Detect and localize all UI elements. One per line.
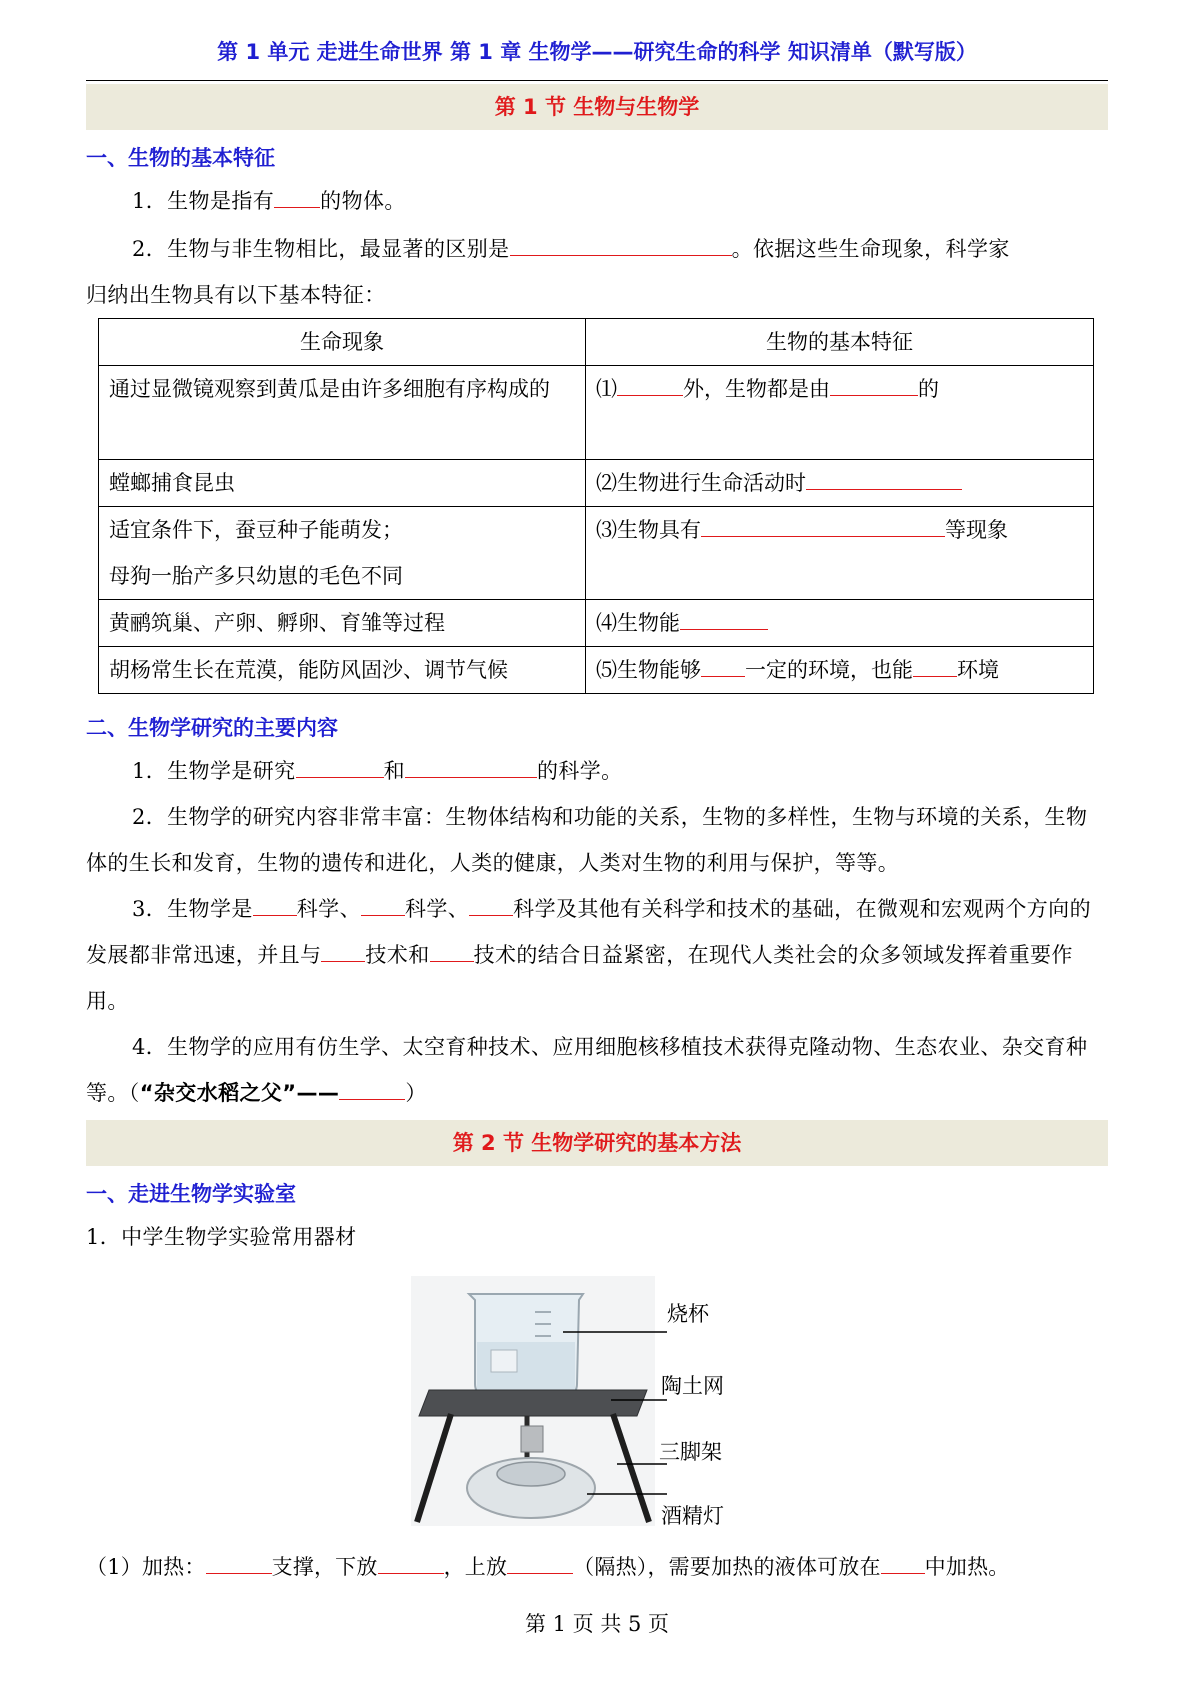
- label-alcohol-lamp: 酒精灯: [661, 1504, 724, 1528]
- heading-lab: 一、走进生物学实验室: [86, 1182, 296, 1206]
- header-divider: [86, 80, 1108, 81]
- fill-blank[interactable]: [507, 1551, 573, 1574]
- fill-blank[interactable]: [510, 233, 732, 256]
- table-cell: ⑸生物能够 一定的环境，也能 环境: [586, 647, 1094, 694]
- section-2-title: 第 2 节 生物学研究的基本方法: [86, 1120, 1108, 1166]
- fill-blank[interactable]: [321, 939, 365, 962]
- apparatus-illustration: [411, 1276, 851, 1526]
- section-1-title: 第 1 节 生物与生物学: [86, 84, 1108, 130]
- fill-blank[interactable]: [469, 893, 513, 916]
- heating-instructions: （1）加热： 支撑，下放 ，上放 （隔热），需要加热的液体可放在 中加热。: [86, 1544, 1108, 1590]
- item-1-paragraph: 1．生物是指有 的物体。: [86, 178, 1108, 224]
- table-header-row: [99, 319, 1094, 366]
- equipment-item-1: 1．中学生物学实验常用器材: [86, 1225, 357, 1249]
- heading-research-content: 二、生物学研究的主要内容: [86, 716, 338, 740]
- table-cell: ⑶生物具有 等现象: [586, 507, 1094, 600]
- fill-blank[interactable]: [405, 755, 537, 778]
- fill-blank[interactable]: [680, 607, 768, 630]
- fill-blank[interactable]: [339, 1077, 405, 1100]
- table-cell: ⑷生物能: [586, 600, 1094, 647]
- label-tripod: 三脚架: [659, 1440, 722, 1464]
- fill-blank[interactable]: [361, 893, 405, 916]
- item-2-continuation: 归纳出生物具有以下基本特征：: [86, 283, 386, 307]
- page-footer: 第 1 页 共 5 页: [524, 1612, 670, 1636]
- fill-blank[interactable]: [253, 893, 297, 916]
- table-cell: 通过显微镜观察到黄瓜是由许多细胞有序构成的: [99, 366, 586, 460]
- table-header: 生物的基本特征: [586, 319, 1094, 366]
- research-item-2: 2．生物学的研究内容非常丰富：生物体结构和功能的关系，生物的多样性，生物与环境的关系，生物体的生长和发育，生物的遗传和进化，人类的健康，人类对生物的利用与保护，等等。: [86, 805, 1088, 875]
- fill-blank[interactable]: [701, 654, 745, 677]
- heading-basic-features: 一、生物的基本特征: [86, 146, 275, 170]
- item-2-paragraph: 2．生物与非生物相比，最显著的区别是 。依据这些生命现象，科学家: [86, 226, 1108, 272]
- fill-blank[interactable]: [617, 373, 683, 396]
- table-cell: 胡杨常生长在荒漠，能防风固沙、调节气候: [99, 647, 586, 694]
- research-item-3: 3．生物学是 科学、 科学、 科学及其他有关科学和技术的基础，在微观和宏观两个方向的发展都非常迅速，并且与 技术和 技术的结合日益紧密，在现代人类社会的众多领域发挥着重要作用。: [86, 886, 1108, 1024]
- label-beaker: 烧杯: [667, 1302, 709, 1326]
- table-row: [99, 507, 1094, 600]
- fill-blank[interactable]: [913, 654, 957, 677]
- fill-blank[interactable]: [430, 939, 474, 962]
- fill-blank[interactable]: [296, 755, 384, 778]
- fill-blank[interactable]: [274, 185, 320, 208]
- heating-apparatus-figure: [411, 1276, 851, 1526]
- fill-blank[interactable]: [378, 1551, 444, 1574]
- table-cell: ⑴ 外，生物都是由 的: [586, 366, 1094, 460]
- document-title: 第 1 单元 走进生命世界 第 1 章 生物学——研究生命的科学 知识清单（默写版）: [217, 40, 977, 64]
- fill-blank[interactable]: [881, 1551, 925, 1574]
- research-item-4: 4．生物学的应用有仿生学、太空育种技术、应用细胞核移植技术获得克隆动物、生态农业、杂交育种等。（“杂交水稻之父”—— ）: [86, 1035, 1088, 1105]
- table-cell: 适宜条件下，蚕豆种子能萌发； 母狗一胎产多只幼崽的毛色不同: [99, 507, 586, 600]
- table-cell: 螳螂捕食昆虫: [99, 460, 586, 507]
- fill-blank[interactable]: [206, 1551, 272, 1574]
- table-row: [99, 647, 1094, 694]
- fill-blank[interactable]: [806, 467, 962, 490]
- table-row: [99, 600, 1094, 647]
- table-cell: 黄鹂筑巢、产卵、孵卵、育雏等过程: [99, 600, 586, 647]
- table-row: [99, 460, 1094, 507]
- table-row: [99, 366, 1094, 460]
- table-cell: ⑵生物进行生命活动时: [586, 460, 1094, 507]
- label-ceramic-gauze: 陶土网: [661, 1374, 724, 1398]
- characteristics-table: [98, 318, 1094, 694]
- research-item-1: 1．生物学是研究 和 的科学。: [86, 748, 1108, 794]
- fill-blank[interactable]: [701, 514, 945, 537]
- table-header: 生命现象: [99, 319, 586, 366]
- fill-blank[interactable]: [830, 373, 918, 396]
